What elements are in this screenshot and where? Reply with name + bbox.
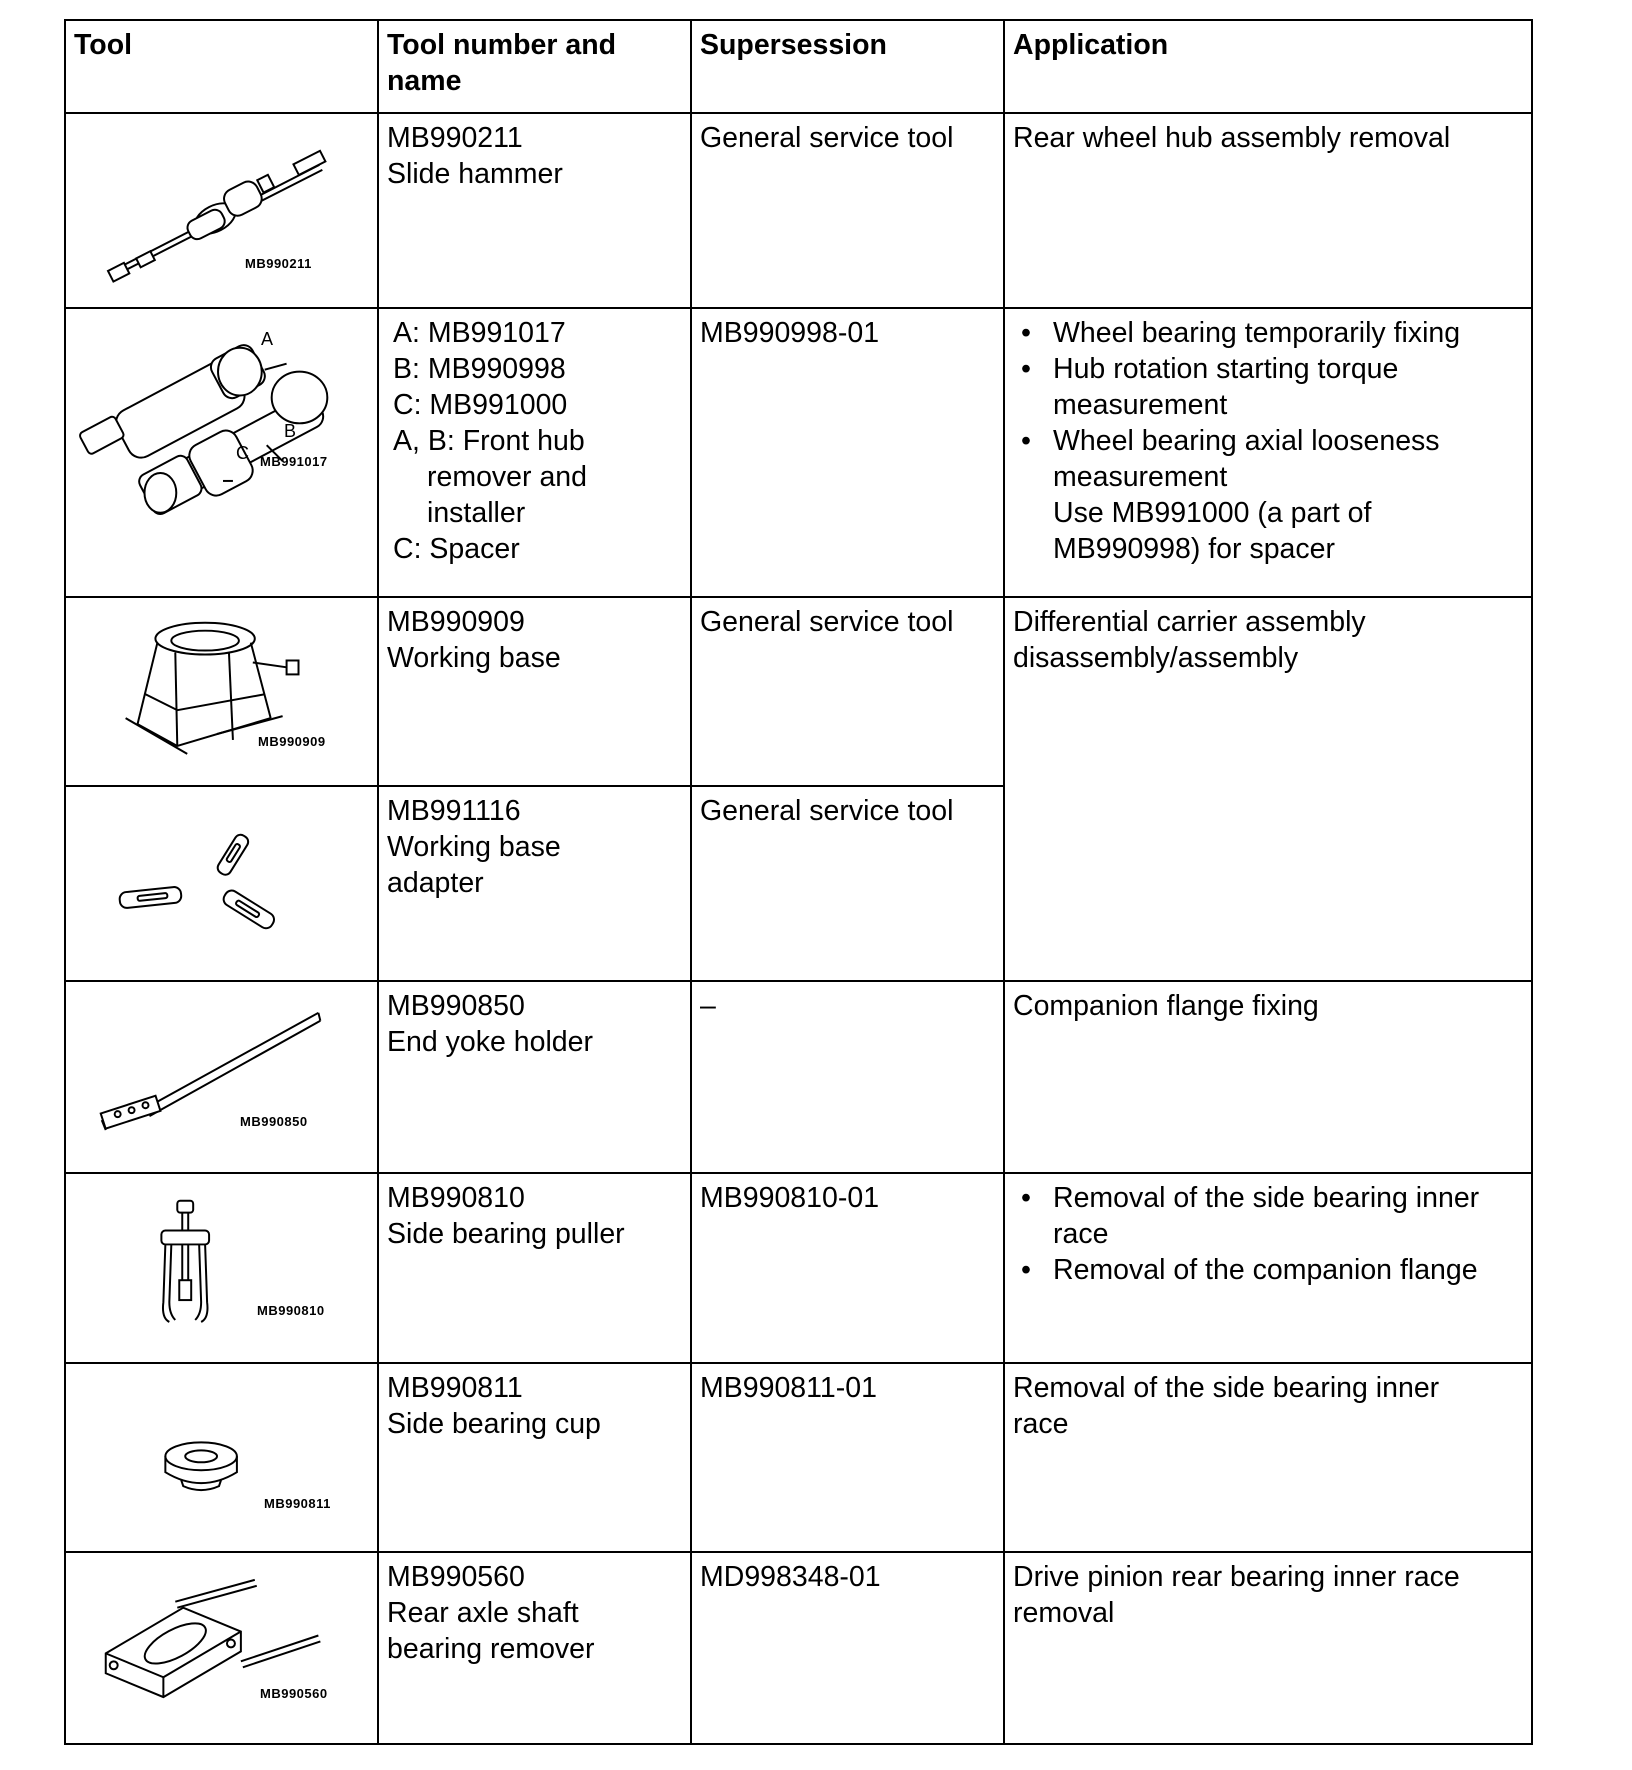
tool-name-line: Working base — [387, 641, 561, 674]
application-bullet-list — [1013, 315, 1523, 567]
tool-illustration-cell — [65, 308, 378, 596]
application-cell — [1004, 308, 1532, 596]
tool-number: MB990850 — [387, 990, 525, 1023]
table-row — [65, 981, 1532, 1173]
tool-number-line: C: MB991000 — [393, 389, 568, 422]
tool-code-label: MB990909 — [258, 733, 326, 749]
tool-code-label: MB990560 — [260, 1686, 328, 1702]
application-bullet — [1013, 315, 1523, 351]
tool-illustration-cell — [65, 1552, 378, 1744]
application-cell — [1004, 1173, 1532, 1363]
tool-name-line: Rear axle shaft — [387, 1597, 579, 1630]
application-bullet-list — [1013, 1180, 1523, 1288]
tool-number-cell — [378, 1552, 691, 1744]
tool-code-label: MB990811 — [264, 1495, 331, 1511]
tool-illustration-cell — [65, 1363, 378, 1553]
application-line: • Wheel bearing temporarily fixing — [1053, 317, 1461, 350]
tool-number-cell — [378, 1363, 691, 1553]
tool-number-cell — [378, 1173, 691, 1363]
table-row — [65, 113, 1532, 308]
supersession-cell: General service tool — [691, 597, 1004, 787]
supersession-cell: MB990811-01 — [691, 1363, 1004, 1553]
supersession-cell: – — [691, 981, 1004, 1173]
tool-name-line: Side bearing cup — [387, 1407, 601, 1440]
callout-label-a: A — [261, 329, 274, 350]
tool-number-cell — [378, 786, 691, 981]
application-line: • Hub rotation starting torque — [1053, 353, 1399, 386]
side-bearing-puller-illustration — [66, 1174, 377, 1362]
tool-illustration-cell — [65, 597, 378, 787]
working-base-illustration — [66, 598, 377, 786]
application-line: disassembly/assembly — [1013, 641, 1299, 674]
application-line: measurement — [1053, 461, 1228, 494]
application-cell — [1004, 113, 1532, 308]
table-row — [65, 597, 1532, 787]
application-line: Rear wheel hub assembly removal — [1013, 122, 1451, 155]
application-line: Differential carrier assembly — [1013, 605, 1366, 638]
tool-name-line: End yoke holder — [387, 1026, 593, 1059]
front-hub-remover-illustration — [66, 309, 377, 595]
application-line: Companion flange fixing — [1013, 990, 1319, 1023]
tool-name-line: remover and — [427, 461, 587, 494]
supersession-cell: MD998348-01 — [691, 1552, 1004, 1744]
table-row — [65, 308, 1532, 596]
tool-number-line: A: MB991017 — [393, 317, 566, 350]
header-supersession: Supersession — [691, 20, 1004, 113]
application-line: measurement — [1053, 389, 1228, 422]
application-bullet — [1013, 351, 1523, 423]
tool-number-line: B: MB990998 — [393, 353, 566, 386]
callout-label-c: C — [236, 443, 249, 464]
application-line: race — [1013, 1407, 1069, 1440]
supersession-cell: MB990998-01 — [691, 308, 1004, 596]
supersession-cell: General service tool — [691, 113, 1004, 308]
table-row — [65, 1363, 1532, 1553]
tool-number: MB990810 — [387, 1182, 525, 1214]
tool-code-label: MB991017 — [260, 454, 328, 470]
tool-illustration-cell — [65, 786, 378, 981]
special-tools-table — [64, 19, 1533, 1745]
tool-number: MB990211 — [387, 122, 523, 155]
tool-illustration-cell — [65, 981, 378, 1173]
tool-name-line: bearing remover — [387, 1633, 595, 1666]
supersession-cell: General service tool — [691, 786, 1004, 981]
tool-name-line: Side bearing puller — [387, 1218, 625, 1250]
tool-name-line: Slide hammer — [387, 158, 563, 191]
callout-label-b: B — [284, 421, 297, 442]
supersession-cell: MB990810-01 — [691, 1173, 1004, 1363]
table-row — [65, 1552, 1532, 1744]
application-bullet — [1013, 1180, 1523, 1252]
application-line: Removal of the side bearing inner — [1013, 1371, 1440, 1404]
tool-code-label: MB990850 — [240, 1114, 308, 1130]
tool-name-line: Working base — [387, 831, 561, 864]
tool-name-line: adapter — [387, 867, 484, 900]
header-tool-number-name — [378, 20, 691, 113]
tool-number-cell — [378, 597, 691, 787]
application-cell — [1004, 1363, 1532, 1553]
tool-code-label: MB990810 — [257, 1303, 325, 1318]
application-line: removal — [1013, 1597, 1115, 1630]
tool-name-line: C: Spacer — [393, 533, 520, 566]
header-row — [65, 20, 1532, 113]
application-line: • Removal of the companion flange — [1053, 1254, 1478, 1286]
tool-number-cell — [378, 308, 691, 596]
application-cell — [1004, 981, 1532, 1173]
tool-name-line: installer — [427, 497, 526, 530]
application-line: MB990998) for spacer — [1053, 533, 1335, 566]
tool-number: MB991116 — [387, 795, 521, 828]
header-line: Tool number and — [387, 29, 617, 61]
application-cell — [1004, 597, 1532, 982]
tool-illustration-cell — [65, 113, 378, 308]
application-line: Drive pinion rear bearing inner race — [1013, 1561, 1460, 1594]
tool-number-cell — [378, 113, 691, 308]
end-yoke-holder-illustration — [66, 982, 377, 1172]
side-bearing-cup-illustration — [66, 1364, 377, 1552]
application-line: • Removal of the side bearing inner — [1053, 1182, 1480, 1214]
working-base-adapter-illustration — [66, 787, 377, 980]
header-application: Application — [1004, 20, 1532, 113]
header-line: name — [387, 65, 462, 97]
tool-code-label: MB990211 — [245, 256, 312, 272]
application-cell — [1004, 1552, 1532, 1744]
tool-illustration-cell — [65, 1173, 378, 1363]
tool-number-cell — [378, 981, 691, 1173]
tool-number: MB990811 — [387, 1371, 523, 1404]
table-row — [65, 1173, 1532, 1363]
application-bullet — [1013, 423, 1523, 567]
tool-number: MB990909 — [387, 605, 525, 638]
application-line: • Wheel bearing axial looseness — [1053, 425, 1440, 458]
bearing-remover-illustration — [66, 1553, 377, 1743]
application-line: Use MB991000 (a part of — [1053, 497, 1372, 530]
slide-hammer-illustration — [66, 114, 377, 307]
application-line: race — [1053, 1218, 1109, 1250]
application-bullet — [1013, 1252, 1523, 1288]
tool-number: MB990560 — [387, 1561, 525, 1594]
header-tool: Tool — [65, 20, 378, 113]
tool-name-line: A, B: Front hub — [393, 425, 585, 458]
